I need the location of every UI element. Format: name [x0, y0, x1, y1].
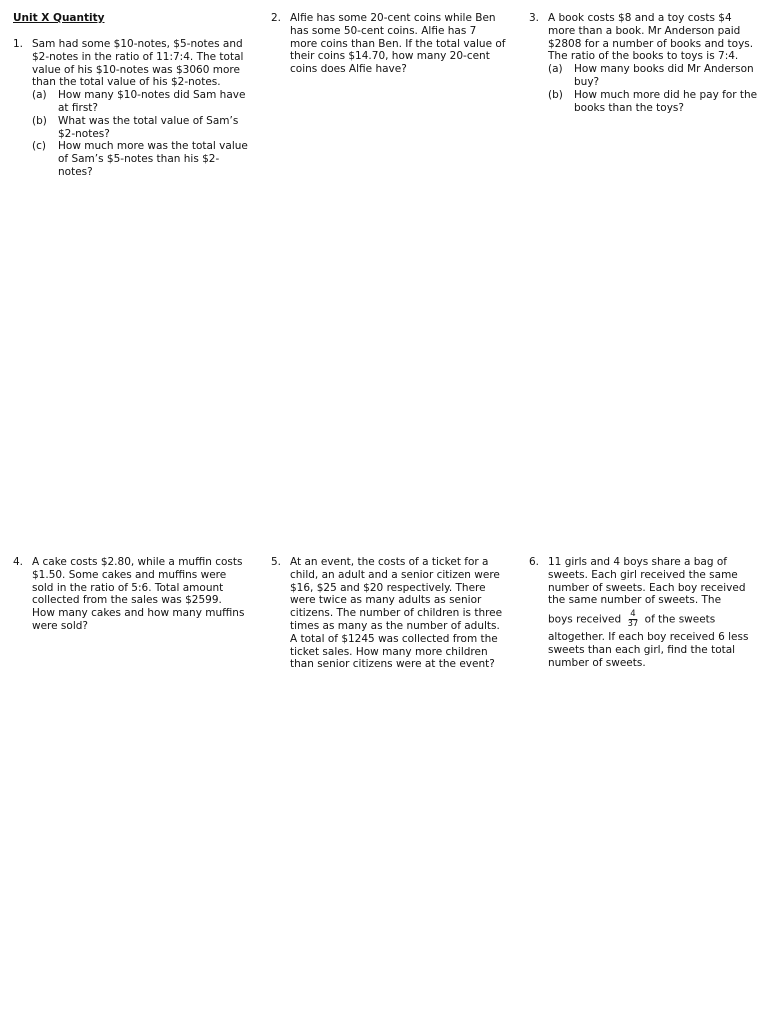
part-text: How many books did Mr Anderson buy? — [574, 63, 754, 88]
fraction-line — [548, 610, 759, 629]
question-4 — [13, 556, 248, 633]
question-5 — [271, 556, 506, 671]
question-part-c — [32, 140, 248, 178]
part-label: (a) — [548, 63, 563, 76]
part-label: (a) — [32, 89, 47, 102]
question-part-b — [32, 115, 248, 141]
question-text: Alfie has some 20-cent coins while Ben has some 50-cent coins. Alfie has 7 more coins than Ben. If the total value of their coins $14.70, how many 20-cent coins does Alfie have? — [290, 12, 506, 76]
fraction-numerator: 4 — [630, 609, 636, 620]
part-text: How much more was the total value of Sam’s $5-notes than his $2-notes? — [58, 140, 248, 178]
part-label: (b) — [32, 114, 47, 127]
question-number: 2. — [271, 12, 282, 24]
fraction-denominator: 37 — [627, 619, 639, 630]
question-1 — [13, 38, 248, 179]
part-text: How much more did he pay for the books than the toys? — [574, 88, 758, 114]
part-label: (b) — [548, 88, 563, 101]
question-number: 6. — [529, 556, 540, 568]
worksheet-title: Unit X Quantity — [13, 12, 105, 24]
question-part-a — [32, 89, 248, 115]
of-the-sweets-label: of the sweets — [644, 613, 716, 626]
question-6 — [529, 556, 759, 670]
part-label: (c) — [32, 140, 46, 153]
question-text — [548, 556, 759, 670]
question-text: Sam had some $10-notes, $5-notes and $2-notes in the ratio of 11:7:4. The total value of his $10-notes was $3060 more than the total value of his $2-notes. — [32, 38, 244, 89]
question-text: At an event, the costs of a ticket for a child, an adult and a senior citizen were $16, $25 and $20 respectively. There were twice as many adults as senior citizens. The number of children is three times as many as the number of adults. A total of $1245 was collected from the ticket sales. How many more children than senior citizens were at the event? — [290, 556, 503, 671]
question-number: 3. — [529, 12, 540, 24]
question-part-b — [548, 89, 759, 115]
question-number: 5. — [271, 556, 282, 568]
question-part-a — [548, 63, 759, 89]
question-number: 4. — [13, 556, 24, 568]
question-text-start: 11 girls and 4 boys share a bag of sweets. Each girl received the same number of sweets. Each boy received the same number of sweets. The — [548, 556, 746, 607]
fraction — [627, 610, 640, 629]
question-number: 1. — [13, 38, 24, 50]
question-3 — [529, 12, 759, 114]
boys-received-label: boys received — [548, 613, 622, 626]
question-text-end: altogether. If each boy received 6 less sweets than each girl, find the total number of sweets. — [548, 631, 749, 669]
question-2 — [271, 12, 506, 76]
part-text: How many $10-notes did Sam have at first? — [58, 89, 246, 114]
question-text: A book costs $8 and a toy costs $4 more than a book. Mr Anderson paid $2808 for a number of books and toys. The ratio of the books to toys is 7:4. — [548, 12, 754, 63]
part-text: What was the total value of Sam’s $2-notes? — [58, 114, 239, 140]
question-text: A cake costs $2.80, while a muffin costs $1.50. Some cakes and muffins were sold in the ratio of 5:6. Total amount collected from the sales was $2599. How many cakes and how many muffins were sold? — [32, 556, 245, 632]
